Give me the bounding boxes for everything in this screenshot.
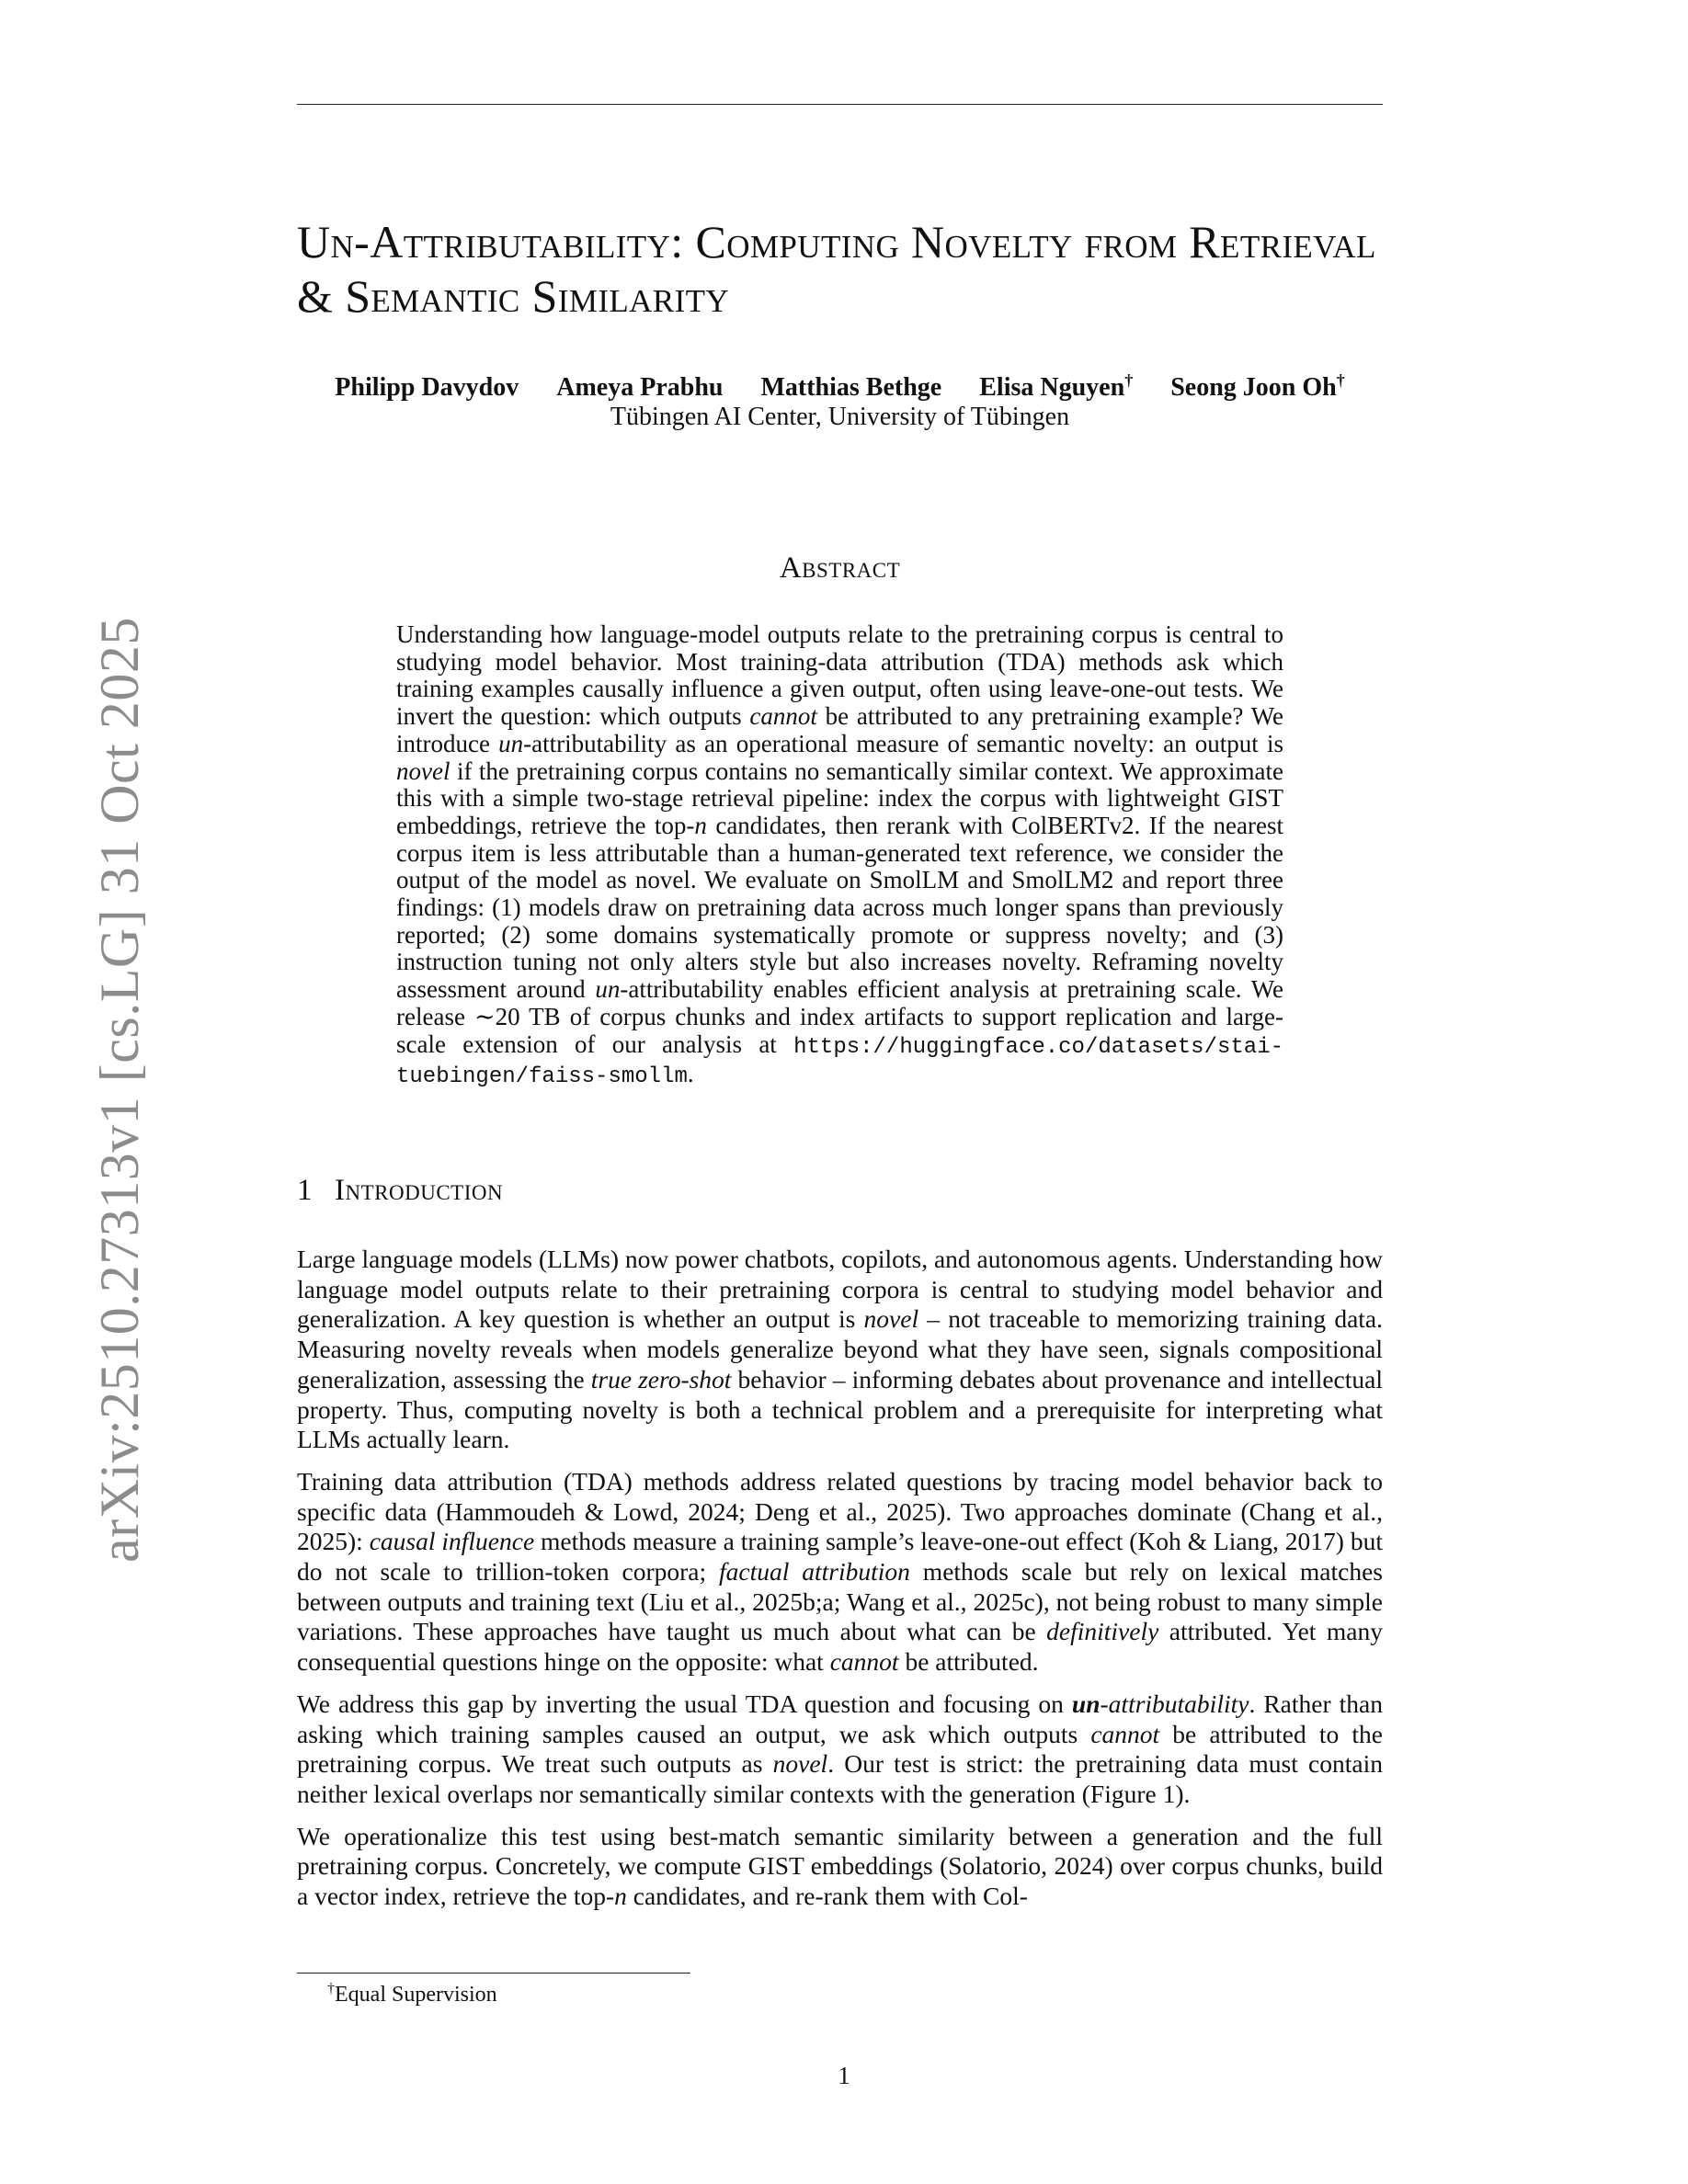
author: Matthias Bethge	[760, 373, 942, 403]
abstract-heading: Abstract	[779, 552, 901, 585]
footnote-rule	[297, 1973, 690, 1974]
author-list	[297, 371, 1383, 403]
introduction-body	[297, 1245, 1383, 1924]
author: Seong Joon Oh†	[1170, 371, 1345, 403]
top-rule	[297, 104, 1383, 105]
arxiv-identifier: arXiv:2510.27313v1 [cs.LG] 31 Oct 2025	[89, 617, 150, 1563]
paragraph: Large language models (LLMs) now power chatbots, copilots, and autonomous agents. Understanding how language model outputs relate to their pretraining corpora is central to studying model behavior and generalization. A key question is whether an output is novel – not traceable to memorizing training data. Measuring novelty reveals when models generalize beyond what they have seen, signals compositional generalization, assessing the true zero-shot behavior – informing debates about provenance and intellectual property. Thus, computing novelty is both a technical problem and a prerequisite for interpreting what LLMs actually learn.	[297, 1245, 1383, 1454]
paragraph: We address this gap by inverting the usual TDA question and focusing on un-attributability. Rather than asking which training samples caused an output, we ask which outputs cannot be attributed to the pretraining corpus. We treat such outputs as novel. Our test is strict: the pretraining data must contain neither lexical overlaps nor semantically similar contexts with the generation (Figure 1).	[297, 1689, 1383, 1808]
paragraph: Training data attribution (TDA) methods address related questions by tracing model behavior back to specific data (Hammoudeh & Lowd, 2024; Deng et al., 2025). Two approaches dominate (Chang et al., 2025): causal influence methods measure a training sample’s leave-one-out effect (Koh & Liang, 2017) but do not scale to trillion-token corpora; factual attribution methods scale but rely on lexical matches between outputs and training text (Liu et al., 2025b;a; Wang et al., 2025c), not being robust to many simple variations. These approaches have taught us much about what can be definitively attributed. Yet many consequential questions hinge on the opposite: what cannot be attributed.	[297, 1466, 1384, 1677]
author: Elisa Nguyen†	[979, 371, 1134, 403]
section-heading: 1 Introduction	[297, 1174, 504, 1207]
author: Ameya Prabhu	[556, 373, 724, 403]
author: Philipp Davydov	[335, 373, 519, 403]
affiliation: Tübingen AI Center, University of Tübingen	[610, 403, 1070, 431]
paper-title: Un-Attributability: Computing Novelty from Retrieval & Semantic Similarity	[297, 216, 1376, 322]
abstract-body: Understanding how language-model outputs relate to the pretraining corpus is central to studying model behavior. Most training-data attribution (TDA) methods ask which training examples causally influence a given output, often using leave-one-out tests. We invert the question: which outputs cannot be attributed to any pretraining example? We introduce un-attributability as an operational measure of semantic novelty: an output is novel if the pretraining corpus contains no semantically similar context. We approximate this with a simple two-stage retrieval pipeline: index the corpus with lightweight GIST embeddings, retrieve the top-n candidates, then rerank with ColBERTv2. If the nearest corpus item is less attributable than a human-generated text reference, we consider the output of the model as novel. We evaluate on SmolLM and SmolLM2 and report three findings: (1) models draw on pretraining data across much longer spans than previously reported; (2) some domains systematically promote or suppress novelty; and (3) instruction tuning not only alters style but also increases novelty. Reframing novelty assessment around un-attributability enables efficient analysis at pretraining scale. We release ∼20 TB of corpus chunks and index artifacts to support replication and large-scale extension of our analysis at https://huggingface.co/datasets/stai-tuebingen/faiss-smollm.	[396, 620, 1283, 1090]
footnote: †Equal Supervision	[327, 1981, 497, 2007]
paragraph: We operationalize this test using best-match semantic similarity between a generation and the full pretraining corpus. Concretely, we compute GIST embeddings (Solatorio, 2024) over corpus chunks, build a vector index, retrieve the top-n candidates, and re-rank them with Col-	[297, 1821, 1383, 1911]
dataset-link[interactable]: https://huggingface.co/datasets/stai-tuebingen/faiss-smollm	[396, 1034, 1283, 1090]
page-number: 1	[838, 2062, 850, 2089]
